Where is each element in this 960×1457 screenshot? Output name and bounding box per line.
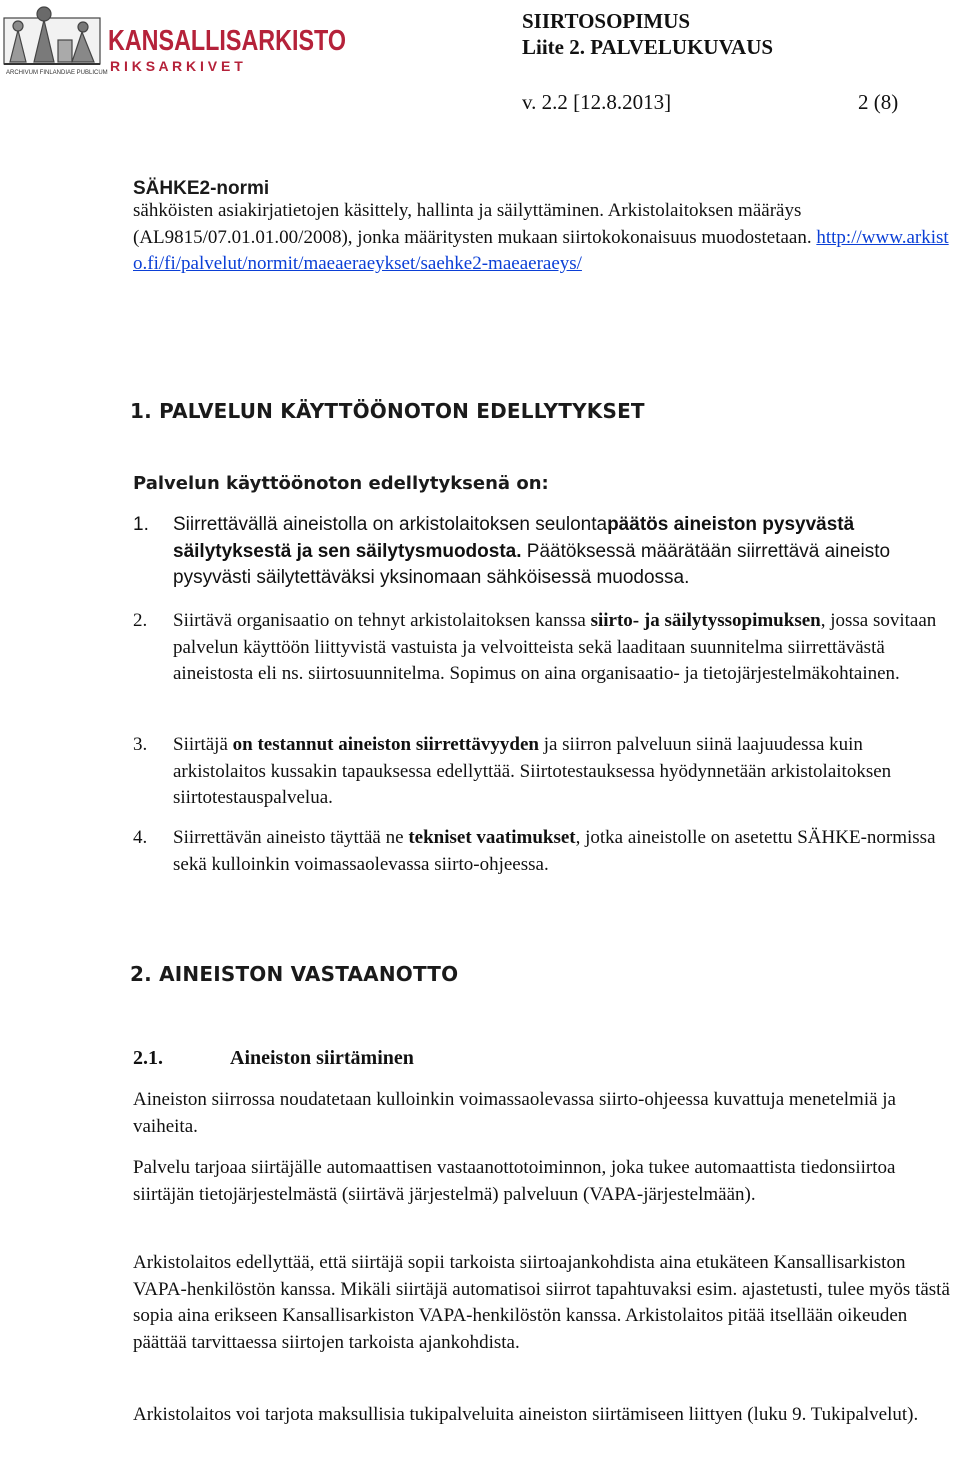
list-emphasis: päätös aineiston pysyvästä säilytyksestä ja sen säilytysmuodosta. xyxy=(173,514,855,562)
document-title: SIIRTOSOPIMUS xyxy=(522,9,691,33)
list-emphasis: on testannut aineiston siirrettävyyden xyxy=(232,734,539,755)
list-text: ja siirron palveluun siinä laajuudessa kuin arkistolaitos kussakin tapauksessa edellyttää. Siirtotestauksessa hyödynnetään arkistolaitoksen siirtotestauspalvelua. xyxy=(173,734,892,808)
archive-emblem-icon xyxy=(0,0,350,80)
page-number: 2 (8) xyxy=(858,90,899,114)
list-number: 4. xyxy=(133,827,148,848)
list-number: 2. xyxy=(133,610,148,631)
paragraph: Arkistolaitos edellyttää, että siirtäjä sopii tarkoista siirtoajankohdista aina etukäteen Kansallisarkiston VAPA-henkilöstön kanssa. Mikäli siirtäjä automatisoi siirrot tapahtuvaksi esim. ajastetusti, tulee myös tästä sopia aina erikseen Kansallisarkiston VAPA-henkilöstön kanssa. Arkistolaitos pitää itsellään oikeuden päättää tarvittaessa siirtojen tarkoista ajankohdista. xyxy=(133,1252,950,1353)
list-text: Siirrettävän aineisto täyttää ne xyxy=(173,827,409,848)
motto-text: ARCHIVUM FINLANDIAE PUBLICUM xyxy=(6,70,108,76)
normi-link[interactable]: http://www.arkisto.fi/fi/palvelut/normit/maeaeraeykset/saehke2-maeaeraeys/ xyxy=(133,226,949,274)
definition-body xyxy=(133,198,955,278)
section-2-heading: 2. AINEISTON VASTAANOTTO xyxy=(130,962,459,986)
brand-name: KANSALLISARKISTO xyxy=(108,25,346,57)
list-text: , jossa sovitaan palvelun käyttöön liittyvistä vastuista ja velvoitteista sekä laaditaan suunnitelma siirrettävästä aineistosta eli ns. siirtosuunnitelma. Sopimus on aina organisaatio- ja tietojärjestelmäkohtainen. xyxy=(173,610,937,684)
list-text: Siirtävä organisaatio on tehnyt arkistolaitoksen kanssa xyxy=(173,610,591,631)
list-number: 3. xyxy=(133,734,148,755)
version-label: v. 2.2 [12.8.2013] xyxy=(522,90,672,114)
brand-subname: R I K S A R K I V E T xyxy=(110,58,243,74)
paragraph: Aineiston siirrossa noudatetaan kulloinkin voimassaolevassa siirto-ohjeessa kuvattuja menetelmiä ja vaiheita. xyxy=(133,1089,896,1137)
list-text: Siirrettävällä aineistolla on arkistolaitoksen seulonta xyxy=(173,514,608,535)
section-1-heading: 1. PALVELUN KÄYTTÖÖNOTON EDELLYTYKSET xyxy=(130,399,645,423)
section-1-lead: Palvelun käyttöönoton edellytyksenä on: xyxy=(133,473,549,494)
list-item xyxy=(133,825,955,881)
definition-text: sähköisten asiakirjatietojen käsittely, hallinta ja säilyttäminen. Arkistolaitoksen määräys (AL9815/07.01.01.00/2008), jonka määritysten mukaan siirtokokonaisuus muodostetaan. xyxy=(133,200,812,248)
subsection-title: Aineiston siirtäminen xyxy=(230,1047,414,1069)
list-emphasis: tekniset vaatimukset xyxy=(408,827,576,848)
list-text: Päätöksessä määrätään siirrettävä aineisto pysyvästi säilytettäväksi yksinomaan sähköisessä muodossa. xyxy=(173,540,891,588)
list-item xyxy=(133,608,955,718)
list-text: Siirtäjä xyxy=(173,734,233,755)
paragraph: Arkistolaitos voi tarjota maksullisia tukipalveluita aineiston siirtämiseen liittyen (luku 9. Tukipalvelut). xyxy=(133,1404,919,1425)
document-subtitle: Liite 2. PALVELUKUVAUS xyxy=(522,35,774,59)
list-item xyxy=(133,512,955,592)
list-emphasis: siirto- ja säilytyssopimuksen xyxy=(590,610,821,631)
kansallisarkisto-logo xyxy=(0,0,350,80)
list-item xyxy=(133,732,955,812)
definition-term: SÄHKE2-normi xyxy=(133,178,270,199)
list-text: , jotka aineistolle on asetettu SÄHKE-normissa sekä kulloinkin voimassaolevassa siirto-ohjeessa. xyxy=(173,827,936,875)
subsection-number: 2.1. xyxy=(133,1047,163,1069)
list-number: 1. xyxy=(133,514,149,535)
paragraph: Palvelu tarjoaa siirtäjälle automaattisen vastaanottotoiminnon, joka tukee automaattista tiedonsiirtoa siirtäjän tietojärjestelmästä (siirtävä järjestelmä) palveluun (VAPA-järjestelmään). xyxy=(133,1157,896,1205)
